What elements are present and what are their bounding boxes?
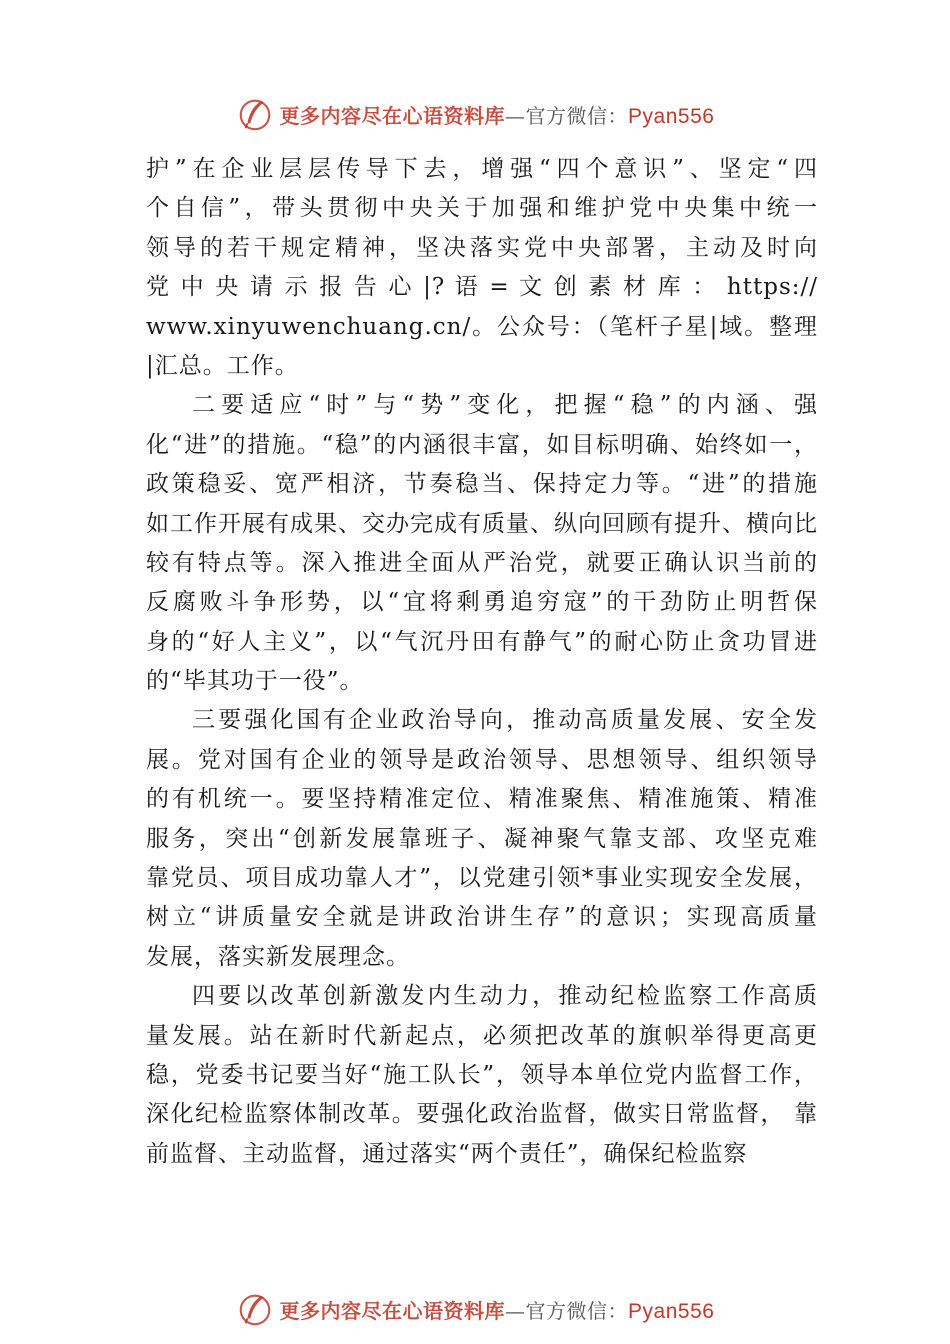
text-line: 服务，突出“创新发展靠班子、凝神聚气靠支部、攻坚克难 xyxy=(146,825,818,852)
text-line: 领导的若干规定精神，坚决落实党中央部署，主动及时向 xyxy=(146,234,818,261)
paragraph-start-line: 四要以改革创新激发内生动力，推动纪检监察工作高质 xyxy=(192,983,818,1010)
text-line: www.xinyuwenchuang.cn/。公众号：（笔杆子星|域。整理 xyxy=(146,313,818,340)
pen-feather-circle-icon xyxy=(236,1290,274,1328)
paragraph-start-line: 三要强化国有企业政治导向，推动高质量发展、安全发 xyxy=(192,707,818,734)
banner-separator: — xyxy=(505,103,526,128)
banner-sub-text: 官方微信： xyxy=(525,103,629,128)
text-line: 前监督、主动监督，通过落实“两个责任”，确保纪检监察 xyxy=(146,1140,748,1167)
text-line: 个自信”，带头贯彻中央关于加强和维护党中央集中统一 xyxy=(146,195,818,222)
text-line: 树立“讲质量安全就是讲政治讲生存”的意识；实现高质量 xyxy=(146,904,818,931)
text-line: 如工作开展有成果、交办完成有质量、纵向回顾有提升、横向比 xyxy=(146,510,818,537)
text-line: 反腐败斗争形势，以“宜将剩勇追穷寇”的干劲防止明哲保 xyxy=(146,589,818,616)
pen-feather-circle-icon xyxy=(236,95,274,133)
header-banner xyxy=(0,92,950,136)
banner-wechat-id: Pyan556 xyxy=(628,1299,715,1323)
text-line: 化“进”的措施。“稳”的内涵很丰富，如目标明确、始终如一， xyxy=(146,431,818,458)
text-line: 的“毕其功于一役”。 xyxy=(146,668,364,695)
text-line: 量发展。站在新时代新起点，必须把改革的旗帜举得更高更 xyxy=(146,1022,818,1049)
footer-banner xyxy=(0,1287,950,1331)
paragraph-start-line: 二要适应“时”与“势”变化，把握“稳”的内涵、强 xyxy=(192,392,818,419)
text-line: 稳，党委书记要当好“施工队长”，领导本单位党内监督工作， xyxy=(146,1061,818,1088)
text-line: |汇总。工作。 xyxy=(146,352,299,379)
text-line: 靠党员、项目成功靠人才”，以党建引领*事业实现安全发展， xyxy=(146,865,818,892)
text-line: 党 中 央 请 示 报 告 心 |? 语 = 文 创 素 材 库 ： https:// xyxy=(146,274,818,301)
document-body xyxy=(146,150,818,1174)
banner-wechat-id: Pyan556 xyxy=(628,104,715,128)
banner-separator: — xyxy=(505,1298,526,1323)
text-line: 较有特点等。深入推进全面从严治党，就要正确认识当前的 xyxy=(146,549,818,576)
text-line: 的有机统一。要坚持精准定位、精准聚焦、精准施策、精准 xyxy=(146,786,818,813)
banner-brand-text: 更多内容尽在心语资料库 xyxy=(279,103,506,128)
text-line: 展。党对国有企业的领导是政治领导、思想领导、组织领导 xyxy=(146,746,818,773)
text-line: 发展，落实新发展理念。 xyxy=(146,943,410,970)
banner-sub-text: 官方微信： xyxy=(525,1298,629,1323)
text-line: 政策稳妥、宽严相济，节奏稳当、保持定力等。“进”的措施 xyxy=(146,471,818,498)
text-line: 护”在企业层层传导下去，增强“四个意识”、坚定“四 xyxy=(146,156,818,182)
banner-brand-text: 更多内容尽在心语资料库 xyxy=(279,1298,506,1323)
text-line: 深化纪检监察体制改革。要强化政治监督，做实日常监督， 靠 xyxy=(146,1101,818,1128)
text-line: 身的“好人主义”，以“气沉丹田有静气”的耐心防止贪功冒进 xyxy=(146,628,818,655)
